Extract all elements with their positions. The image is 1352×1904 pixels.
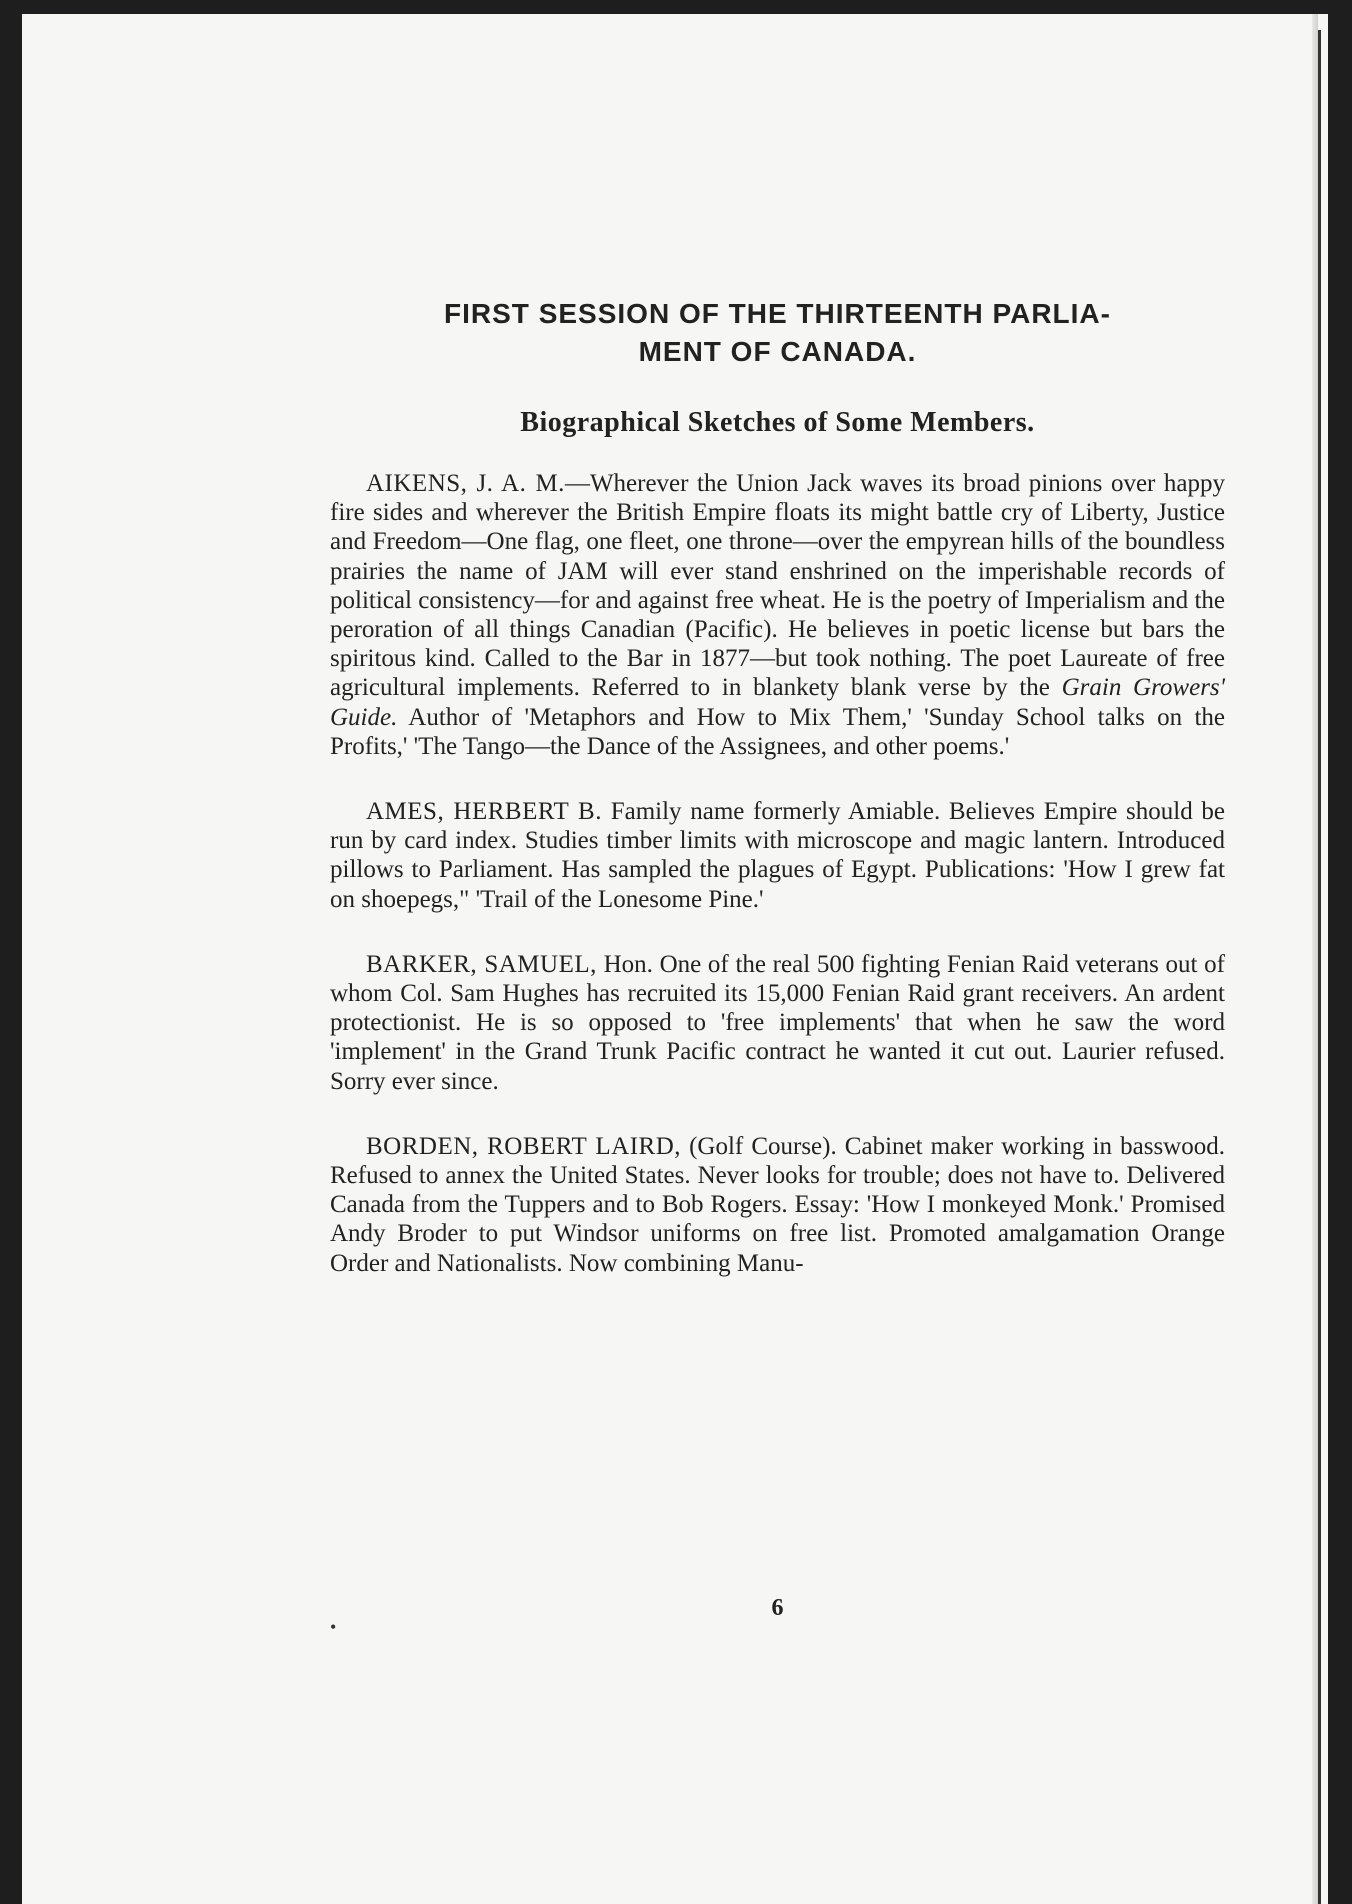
entry-text: —Wherever the Union Jack waves its broad pinions over happy fire sides and wherever the British Empire floats its might battle cry of Liberty, Justice and Freedom—One flag, one fleet, one throne—over the empyrean hills of the boundless prairies the name of JAM will ever stand enshrined on the imperishable records of political consistency—for and against free wheat. He is the poetry of Imperialism and the peroration of all things Canadian (Pacific). He believes in poetic license but bars the spiritous kind. Called to the Bar in 1877—but took nothing. The poet Laureate of free agricultural implements. Referred to in blankety blank verse by the xyxy=(330,470,1226,702)
document-subtitle: Biographical Sketches of Some Members. xyxy=(520,407,1035,438)
entry-ames xyxy=(330,797,1225,914)
page-edge-line xyxy=(1318,30,1321,1904)
entry-borden xyxy=(330,1132,1225,1278)
page-number: 6 xyxy=(771,1595,784,1621)
entry-name: BORDEN, ROBERT LAIRD, xyxy=(366,1132,681,1160)
document-title xyxy=(330,295,1225,371)
entry-name: BARKER, SAMUEL, xyxy=(366,950,597,978)
entry-text-continued: Author of 'Metaphors and How to Mix Them,' 'Sunday School talks on the Profits,' 'The Tango—the Dance of the Assignees, and other poems.' xyxy=(330,703,1225,760)
margin-mark: • xyxy=(330,1617,337,1637)
entry-aikens xyxy=(330,469,1225,761)
entry-text: Family name formerly Amiable. Believes Empire should be run by card index. Studies timber limits with microscope and magic lantern. Introduced pillows to Parliament. Has sampled the plagues of Egypt. Publications: 'How I grew fat on shoepegs," 'Trail of the Lonesome Pine.' xyxy=(330,798,1225,913)
entry-name: AMES, HERBERT B. xyxy=(366,798,602,826)
title-line-1: FIRST SESSION OF THE THIRTEENTH PARLIA- xyxy=(444,298,1111,329)
entry-name: AIKENS, J. A. M. xyxy=(366,470,565,497)
entry-text: (Golf Course). Cabinet maker working in basswood. Refused to annex the United States. Never looks for trouble; does not have to. Delivered Canada from the Tuppers and to Bob Rogers. Essay: 'How I monkeyed Monk.' Promised Andy Broder to put Windsor uniforms on free list. Promoted amalgamation Orange Order and Nationalists. Now combining Manu- xyxy=(330,1132,1225,1277)
entry-text: Hon. One of the real 500 fighting Fenian Raid veterans out of whom Col. Sam Hughes has recruited its 15,000 Fenian Raid grant receivers. An ardent protectionist. He is so opposed to 'free implements' that when he saw the word 'implement' in the Grand Trunk Pacific contract he wanted it cut out. Laurier refused. Sorry ever since. xyxy=(330,950,1225,1095)
document-body xyxy=(330,295,1226,1621)
title-line-2: MENT OF CANADA. xyxy=(638,336,917,367)
entry-barker xyxy=(330,950,1225,1096)
entry-italic-text: Grain Growers' Guide. xyxy=(330,674,1225,731)
